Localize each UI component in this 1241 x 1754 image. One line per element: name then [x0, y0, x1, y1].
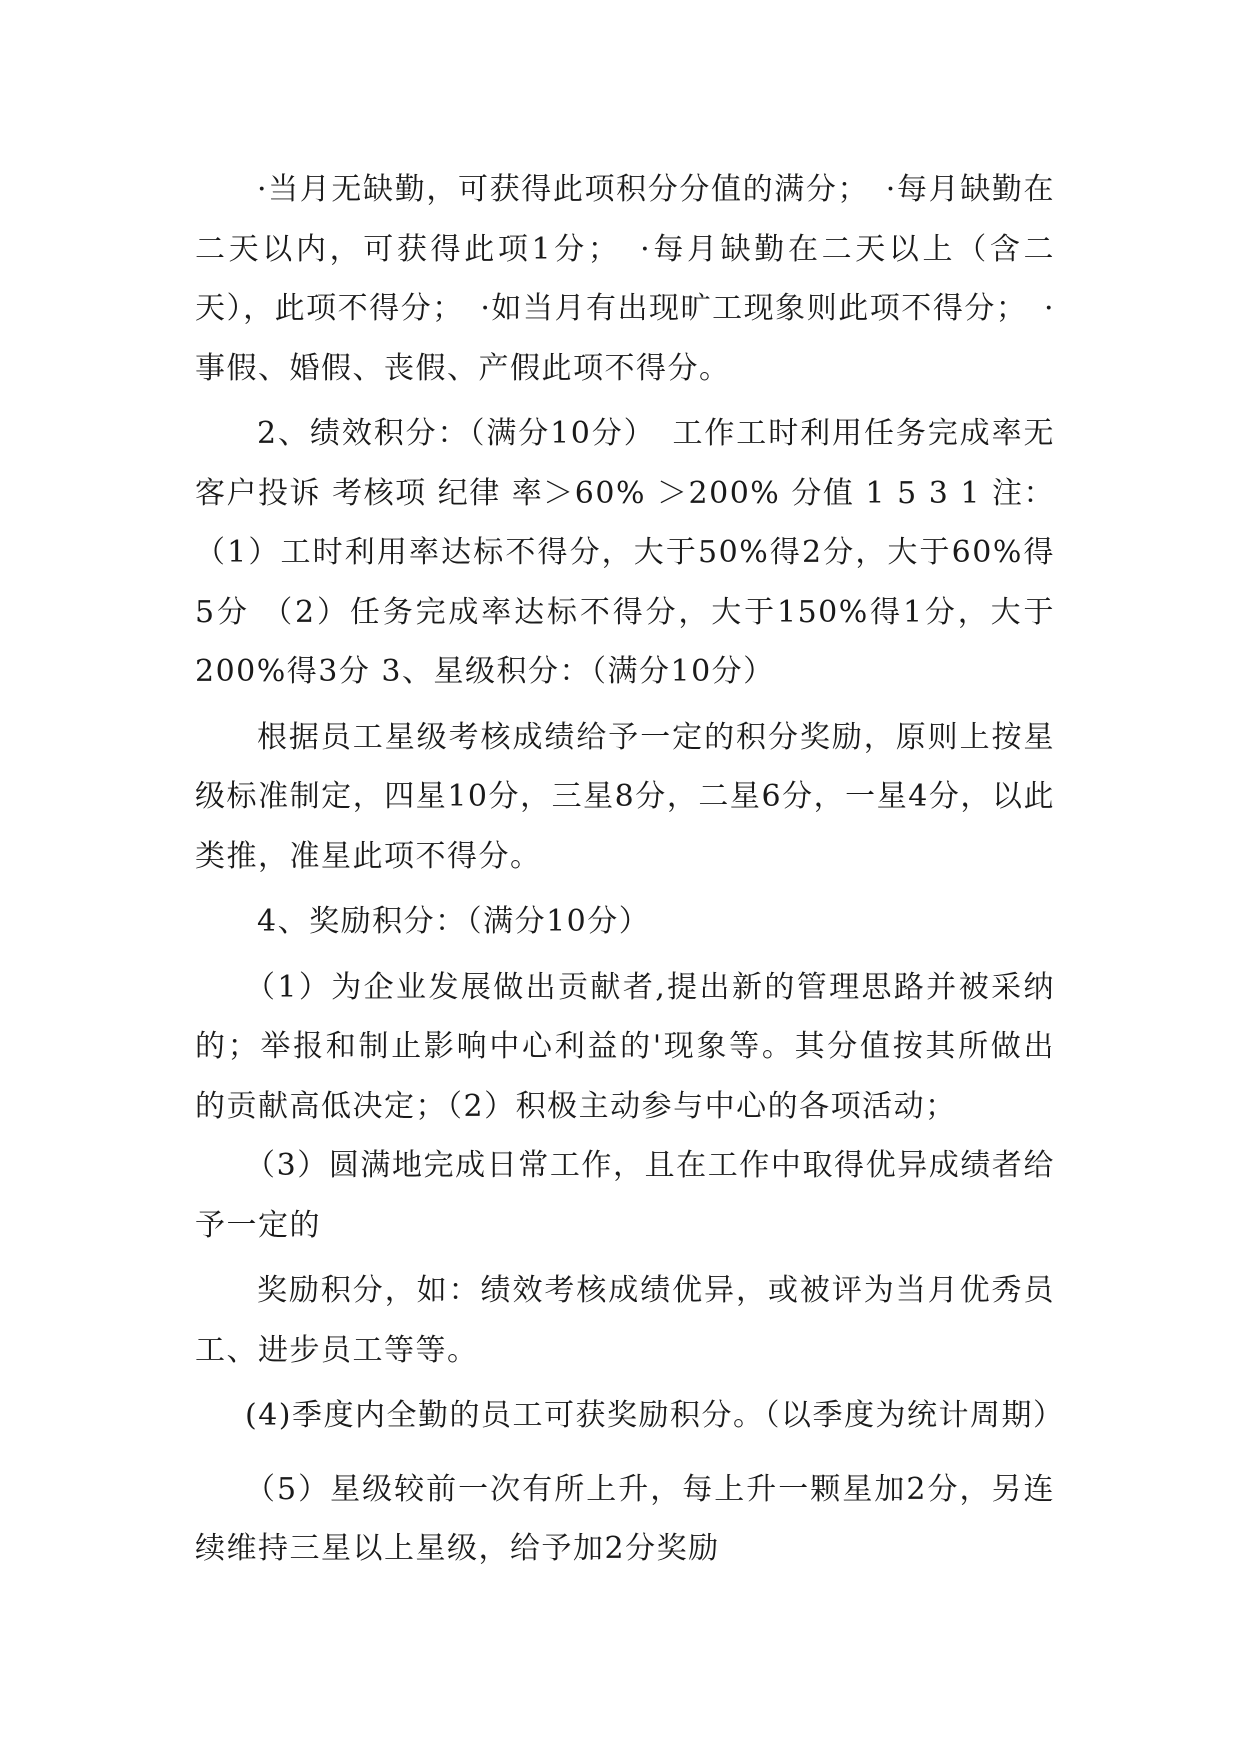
paragraph-performance-points: 2、绩效积分：（满分10分） 工作工时利用任务完成率无客户投诉 考核项 纪律 率＞60% ＞200% 分值 1 5 3 1 注：（1）工时利用率达标不得分，大于50%得2分，大于60%得5分 （2）任务完成率达标不得分，大于150%得1分，大于200%得3分 3、星级积分：（满分10分） — [195, 416, 1055, 689]
paragraph-reward-points-heading: 4、奖励积分：（满分10分） — [257, 904, 651, 939]
paragraph-reward-examples: 奖励积分，如：绩效考核成绩优异，或被评为当月优秀员工、进步员工等等。 — [195, 1273, 1055, 1368]
document-page — [195, 160, 1065, 1579]
paragraph-reward-item-1-2: （1）为企业发展做出贡献者,提出新的管理思路并被采纳的；举报和制止影响中心利益的'现象等。其分值按其所做出的贡献高低决定；（2）积极主动参与中心的各项活动； — [195, 969, 1055, 1124]
paragraph-attendance-rules: ·当月无缺勤，可获得此项积分分值的满分； ·每月缺勤在二天以内，可获得此项1分； ·每月缺勤在二天以上（含二天），此项不得分； ·如当月有出现旷工现象则此项不得分； ·事假、婚假、丧假、产假此项不得分。 — [195, 172, 1055, 386]
paragraph-reward-item-4: (4)季度内全勤的员工可获奖励积分。（以季度为统计周期） — [245, 1398, 1065, 1433]
paragraph-star-rating-points: 根据员工星级考核成绩给予一定的积分奖励，原则上按星级标准制定，四星10分，三星8分，二星6分，一星4分，以此类推，准星此项不得分。 — [195, 719, 1055, 874]
paragraph-reward-item-5: （5）星级较前一次有所上升，每上升一颗星加2分，另连续维持三星以上星级，给予加2分奖励 — [195, 1471, 1055, 1566]
paragraph-reward-item-3: （3）圆满地完成日常工作，且在工作中取得优异成绩者给予一定的 — [195, 1148, 1055, 1243]
